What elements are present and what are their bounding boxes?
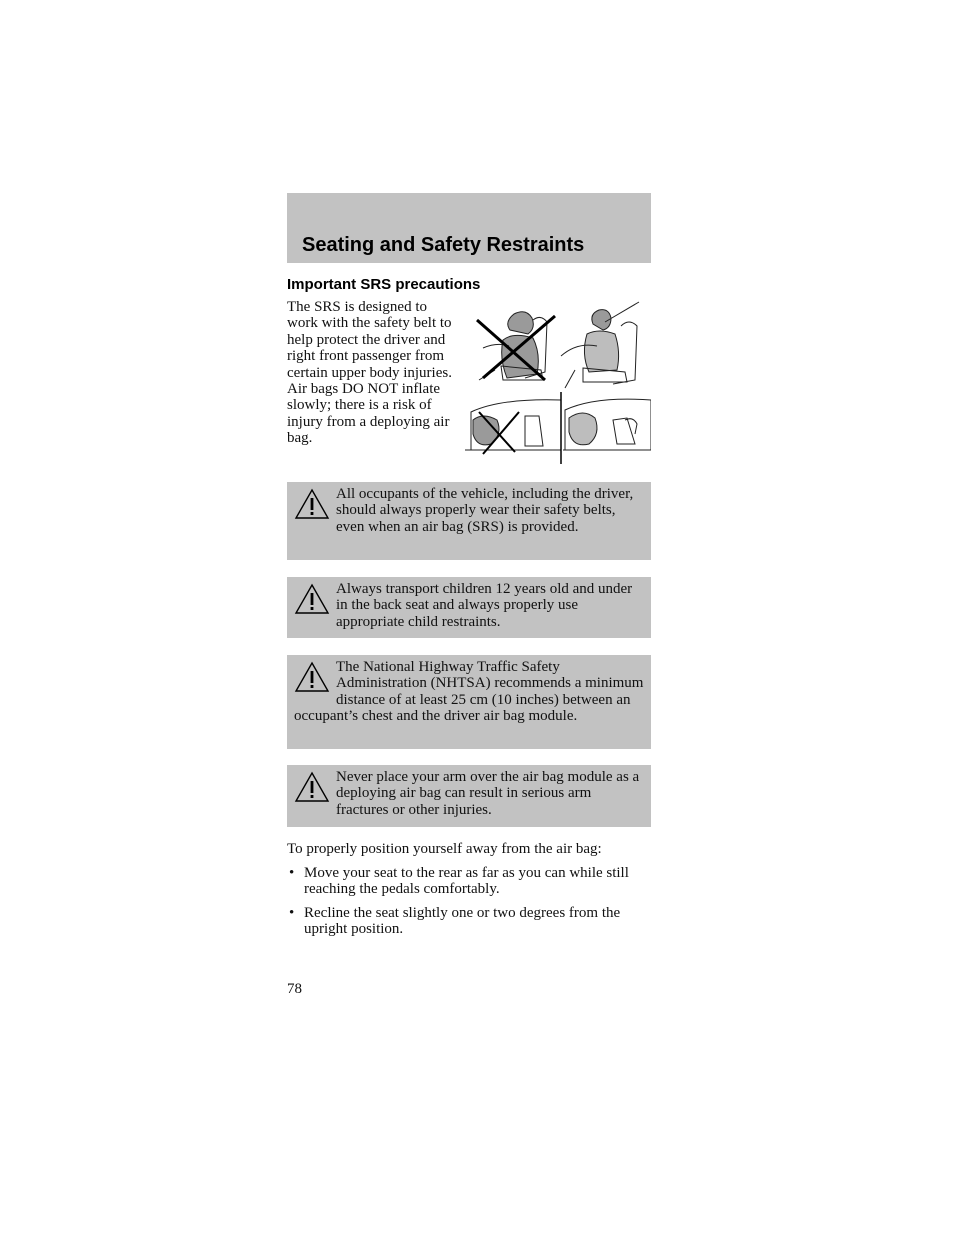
positioning-lead: To properly position yourself away from the air bag: bbox=[287, 841, 602, 857]
child-front-seat-figure bbox=[465, 400, 561, 450]
occupant-correct-figure bbox=[561, 302, 639, 388]
section-subheading: Important SRS precautions bbox=[287, 276, 481, 293]
airbag-illustration bbox=[465, 300, 651, 466]
warning-box-nhtsa-distance bbox=[287, 655, 651, 749]
list-item bbox=[287, 865, 651, 898]
warning-box-safety-belts bbox=[287, 482, 651, 560]
warning-triangle-icon bbox=[294, 771, 330, 803]
warning-text: Always transport children 12 years old and under in the back seat and always properly use appropriate child restraints. bbox=[336, 581, 633, 630]
warning-triangle-icon bbox=[294, 583, 330, 615]
list-item-text: Move your seat to the rear as far as you can while still reaching the pedals comfortably. bbox=[304, 865, 629, 898]
bullet-icon: • bbox=[289, 904, 295, 921]
child-rear-seat-figure bbox=[563, 399, 651, 450]
warning-text: The National Highway Traffic Safety Administration (NHTSA) recommends a minimum distance of at least 25 cm (10 inches) between an occupant’s chest and the driver air bag module. bbox=[294, 659, 644, 725]
warning-triangle-icon bbox=[294, 661, 330, 693]
page-number: 78 bbox=[287, 981, 302, 997]
warning-triangle-icon bbox=[294, 488, 330, 520]
intro-paragraph: The SRS is designed to work with the safety belt to help protect the driver and right front passenger from certain upper body injuries. Air bags DO NOT inflate slowly; there is a risk of injury from a deploying air bag. bbox=[287, 299, 452, 447]
warning-box-arm-placement bbox=[287, 765, 651, 827]
warning-box-children bbox=[287, 577, 651, 638]
page-title: Seating and Safety Restraints bbox=[302, 234, 585, 256]
section-header bbox=[287, 193, 651, 263]
occupant-too-close-figure bbox=[479, 312, 547, 380]
warning-text: All occupants of the vehicle, including the driver, should always properly wear their safety belts, even when an air bag (SRS) is provided. bbox=[336, 486, 634, 535]
bullet-icon: • bbox=[289, 865, 295, 881]
list-item bbox=[287, 905, 651, 938]
positioning-list bbox=[287, 865, 651, 945]
list-item-text: Recline the seat slightly one or two degrees from the upright position. bbox=[304, 904, 621, 938]
warning-text: Never place your arm over the air bag module as a deploying air bag can result in serious arm fractures or other injuries. bbox=[336, 769, 640, 818]
